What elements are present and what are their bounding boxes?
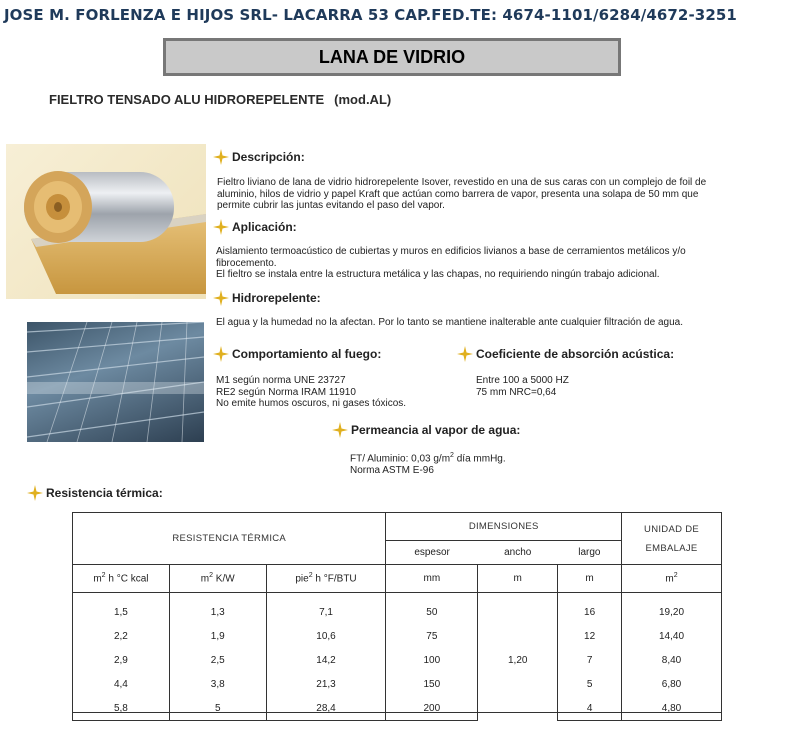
unit-kcal-sup: 2: [101, 572, 106, 580]
cell-espesor: 50: [386, 601, 478, 625]
cell-espesor: 75: [386, 625, 478, 649]
cell-largo: 12: [558, 625, 622, 649]
glass-wool-roll-photo: [6, 144, 206, 299]
acustica-text: [476, 375, 569, 398]
cell-unidad: 14,40: [622, 625, 722, 649]
fuego-heading-text: Comportamiento al fuego:: [232, 347, 382, 361]
cell-kw: 1,3: [169, 601, 266, 625]
resistencia-heading-text: Resistencia térmica:: [46, 486, 163, 500]
product-title: [49, 92, 391, 107]
unit-kw-sup: 2: [209, 572, 213, 580]
cell-btu: 21,3: [266, 673, 386, 697]
product-model: (mod.AL): [334, 92, 392, 107]
hidrorepelente-heading: [213, 290, 321, 306]
unit-btu-pre: pie: [295, 573, 309, 585]
roll-illustration: [6, 144, 206, 299]
header-unidad-embalaje: UNIDAD DE EMBALAJE: [622, 513, 722, 565]
cell-unidad: 8,40: [622, 649, 722, 673]
unit-m2-pre: m: [665, 573, 674, 585]
fuego-heading: [213, 346, 381, 362]
header-espesor: espesor: [386, 541, 478, 565]
unit-kcal: [73, 565, 170, 593]
cell-espesor: 150: [386, 673, 478, 697]
cell-espesor: 100: [386, 649, 478, 673]
unit-kw-post: K/W: [213, 573, 235, 585]
acustica-line-2: 75 mm NRC=0,64: [476, 386, 557, 398]
unit-largo-m: m: [558, 565, 622, 593]
descripcion-text: Fieltro liviano de lana de vidrio hidrorepelente Isover, revestido en una de sus caras con un complejo de foil de aluminio, hilos de vidrio y papel Kraft que actúan como barrera de vapor, presenta una solapa de 50 mm que permite cubrir las juntas evitando el paso del vapor.: [217, 177, 707, 211]
vapor-line-1-post: día mmHg.: [453, 453, 506, 465]
table-row: [73, 649, 722, 673]
ceiling-illustration: [27, 322, 204, 442]
unit-kw: [169, 565, 266, 593]
hidrorepelente-text: El agua y la humedad no la afectan. Por lo tanto se mantiene inalterable ante cualquier filtración de agua.: [216, 317, 683, 328]
acustica-line-1: Entre 100 a 5000 HZ: [476, 375, 569, 386]
cell-btu: 14,2: [266, 649, 386, 673]
banner-title: LANA DE VIDRIO: [163, 38, 621, 76]
cell-unidad: 19,20: [622, 601, 722, 625]
cell-espesor: 200: [386, 697, 478, 721]
star-icon: [27, 485, 43, 501]
fuego-line-1: M1 según norma UNE 23727: [216, 375, 346, 386]
aplicacion-text-1: Aislamiento termoacústico de cubiertas y muros en edificios livianos a base de cerramientos metálicos y/o fibrocemento.: [216, 246, 686, 269]
unit-ancho-m: m: [478, 565, 558, 593]
acustica-heading-text: Coeficiente de absorción acústica:: [476, 347, 675, 361]
product-name: FIELTRO TENSADO ALU HIDROREPELENTE: [49, 92, 325, 107]
cell-largo: 16: [558, 601, 622, 625]
unit-btu: [266, 565, 386, 593]
company-header: JOSE M. FORLENZA E HIJOS SRL- LACARRA 53 CAP.FED.TE: 4674-1101/6284/4672-3251: [4, 6, 737, 24]
thermal-resistance-table: [72, 512, 722, 721]
cell-kcal: 2,2: [73, 625, 170, 649]
cell-kcal: 4,4: [73, 673, 170, 697]
cell-btu: 10,6: [266, 625, 386, 649]
header-dimensiones: DIMENSIONES: [386, 513, 622, 541]
cell-ancho: 1,20: [478, 601, 558, 721]
unit-kw-pre: m: [200, 573, 210, 585]
cell-kw: 2,5: [169, 649, 266, 673]
unit-m2-sup: 2: [673, 572, 678, 580]
cell-unidad: 4,80: [622, 697, 722, 721]
table-row: [73, 697, 722, 721]
unit-kcal-post: h °C kcal: [105, 573, 149, 585]
unit-btu-sup: 2: [308, 572, 313, 580]
descripcion-heading: [213, 149, 305, 165]
cell-largo: 7: [558, 649, 622, 673]
table-row: [73, 673, 722, 697]
header-ancho: ancho: [478, 541, 558, 565]
vapor-line-1: [350, 450, 506, 465]
star-icon: [213, 219, 229, 235]
table-row: [73, 625, 722, 649]
star-icon: [213, 290, 229, 306]
cell-kcal: 5,8: [73, 697, 170, 721]
unit-kcal-pre: m: [93, 573, 102, 585]
cell-unidad: 6,80: [622, 673, 722, 697]
vapor-line-1-sup: 2: [450, 452, 454, 459]
cell-btu: 28,4: [266, 697, 386, 721]
vapor-heading-text: Permeancia al vapor de agua:: [351, 423, 521, 437]
cell-largo: 4: [558, 697, 622, 721]
fuego-line-3: No emite humos oscuros, ni gases tóxicos.: [216, 398, 407, 409]
header-largo: largo: [558, 541, 622, 565]
header-resistencia: RESISTENCIA TÉRMICA: [73, 513, 386, 565]
acustica-heading: [457, 346, 674, 362]
units-row: [73, 565, 722, 593]
fuego-line-2: RE2 según Norma IRAM 11910: [216, 386, 356, 398]
fuego-text: [216, 375, 406, 410]
aplicacion-heading-text: Aplicación:: [232, 220, 297, 234]
cell-kw: 5: [169, 697, 266, 721]
vapor-heading: [332, 422, 520, 438]
star-icon: [213, 149, 229, 165]
star-icon: [213, 346, 229, 362]
cell-kcal: 2,9: [73, 649, 170, 673]
aplicacion-text-2: El fieltro se instala entre la estructura metálica y las chapas, no requiriendo ningún trabajo adicional.: [216, 269, 660, 280]
unit-mm: mm: [386, 565, 478, 593]
aplicacion-heading: [213, 219, 297, 235]
cell-kcal: 1,5: [73, 601, 170, 625]
descripcion-heading-text: Descripción:: [232, 150, 305, 164]
hidrorepelente-heading-text: Hidrorepelente:: [232, 291, 321, 305]
cell-kw: 1,9: [169, 625, 266, 649]
vapor-text: [350, 450, 506, 476]
vapor-line-1-pre: FT/ Aluminio: 0,03 g/m: [350, 453, 451, 465]
vapor-line-2: Norma ASTM E-96: [350, 464, 434, 476]
table-bottom-rule: [72, 712, 722, 713]
star-icon: [332, 422, 348, 438]
star-icon: [457, 346, 473, 362]
resistencia-heading: [27, 485, 163, 501]
unit-m2: [622, 565, 722, 593]
cell-kw: 3,8: [169, 673, 266, 697]
unit-btu-post: h °F/BTU: [312, 573, 357, 585]
cell-btu: 7,1: [266, 601, 386, 625]
cell-largo: 5: [558, 673, 622, 697]
installed-ceiling-photo: [27, 322, 204, 442]
table-row: [73, 601, 722, 625]
